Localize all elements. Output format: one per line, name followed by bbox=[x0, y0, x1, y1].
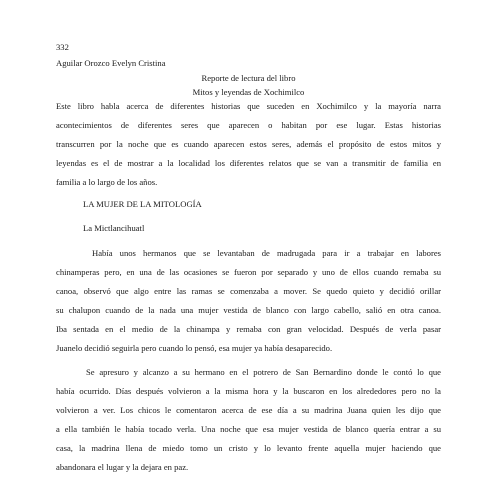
intro-line: familia a lo largo de los años. bbox=[56, 177, 158, 187]
intro-line: acontecimientos de diferentes seres que aparecen o habitan por ese lugar. Estas historias bbox=[56, 120, 441, 130]
paragraph-line: canoa, observó que algo entre las ramas se comenzaba a mover. Se quedo quieto y decidió orillar bbox=[56, 286, 441, 296]
intro-line: Este libro habla acerca de diferentes historias que suceden en Xochimilco y la mayoría narra bbox=[56, 101, 441, 111]
paragraph-line: chinamperas pero, en una de las ocasiones se fueron por separado y uno de ellos cuando remaba su bbox=[56, 267, 441, 277]
report-title: Reporte de lectura del libro bbox=[201, 73, 296, 83]
page-number: 332 bbox=[56, 42, 69, 52]
paragraph-line: a ella también le había tocado verla. Una noche que esa mujer vestida de blanco quería entrar a su bbox=[56, 424, 441, 434]
section-heading: LA MUJER DE LA MITOLOGÍA bbox=[83, 199, 202, 209]
paragraph-line: Iba sentada en el medio de la chinampa y remaba con gran velocidad. Después de verla pasar bbox=[56, 324, 441, 334]
paragraph-line: volvieron a ver. Los chicos le comentaron acerca de ese día a su madrina Juana quien les dijo que bbox=[56, 405, 441, 415]
author-name: Aguilar Orozco Evelyn Cristina bbox=[56, 58, 166, 68]
story-subheading: La Mictlancihuatl bbox=[83, 223, 145, 233]
intro-line: leyendas es el de mostrar a la localidad los diferentes relatos que se van a transmitir de familia en bbox=[56, 158, 441, 168]
book-title: Mitos y leyendas de Xochimilco bbox=[192, 87, 305, 97]
paragraph-line: su chalupon cuando de la nada una mujer vestida de blanco con largo cabello, salió en otra canoa. bbox=[56, 305, 441, 315]
paragraph-line: había ocurrido. Días después volvieron a la misma hora y la buscaron en los alrededores pero no la bbox=[56, 386, 441, 396]
paragraph-line: abandonara el lugar y la dejara en paz. bbox=[56, 462, 189, 472]
paragraph-line: Había unos hermanos que se levantaban de madrugada para ir a trabajar en labores bbox=[92, 248, 441, 258]
paragraph-line: Juanelo decidió seguirla pero cuando lo pensó, esa mujer ya había desaparecido. bbox=[56, 343, 333, 353]
intro-line: transcurren por la noche que es cuando aparecen estos seres, además el propósito de estos mitos y bbox=[56, 139, 441, 149]
paragraph-line: casa, la madrina llena de miedo tomo un cristo y lo levanto frente aquella mujer haciendo que bbox=[56, 443, 441, 453]
paragraph-line: Se apresuro y alcanzo a su hermano en el potrero de San Bernardino donde le contó lo que bbox=[86, 367, 441, 377]
